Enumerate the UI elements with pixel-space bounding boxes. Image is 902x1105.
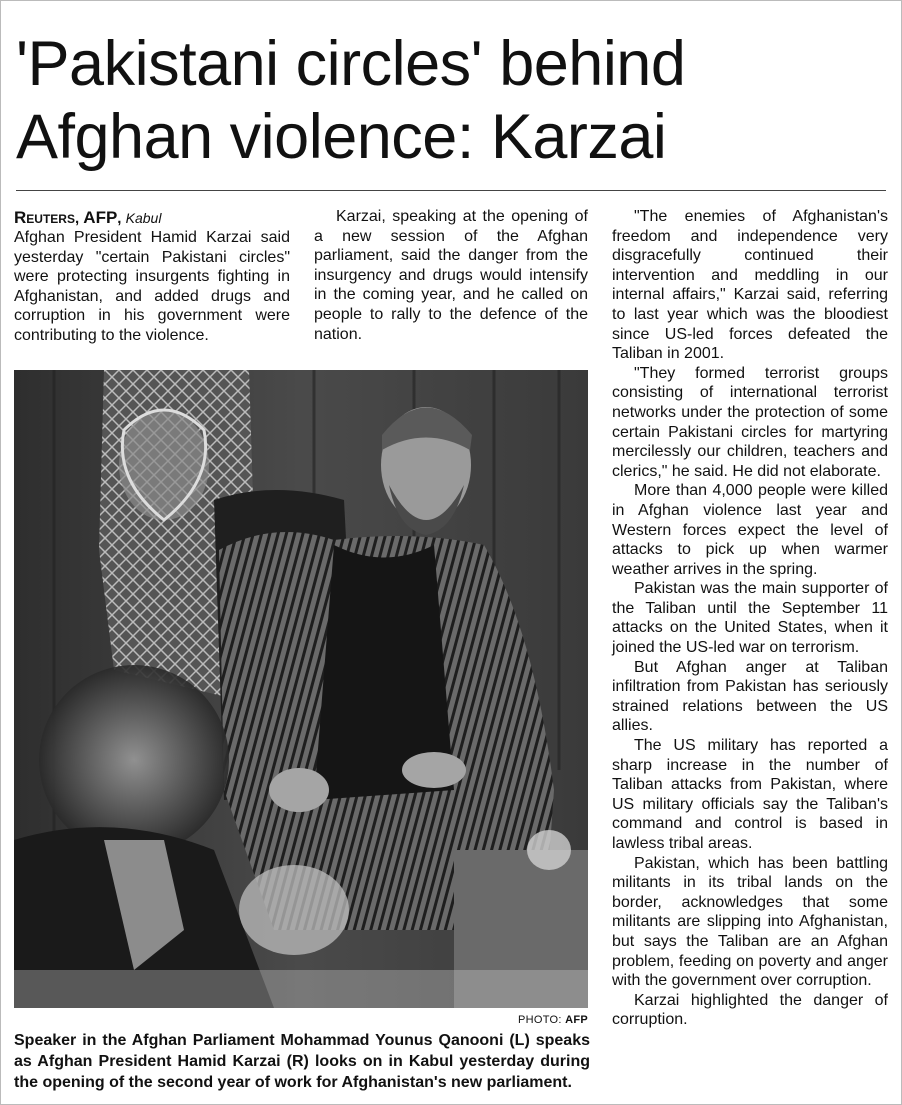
headline-rule (16, 190, 886, 191)
byline-agency-2: AFP (83, 208, 118, 227)
photo-credit-label: PHOTO: (517, 1014, 562, 1026)
body-paragraph-10: Karzai highlighted the danger of corruption. (612, 991, 888, 1029)
body-paragraph-5: More than 4,000 people were killed in Afghan violence last year and Western forces expect the level of attacks to pick up when warmer weather arrives in the spring. (612, 482, 888, 578)
headline: 'Pakistani circles' behind Afghan violence: Karzai (16, 29, 686, 172)
body-paragraph-8: The US military has reported a sharp increase in the number of Taliban attacks from Pakistan, where US military officials say the Taliban's command and control is based in lawless tribal areas. (612, 737, 888, 852)
body-paragraph-7: But Afghan anger at Taliban infiltration from Pakistan has seriously strained relations between the US allies. (612, 658, 888, 735)
byline-agency-1: Reuters (14, 208, 75, 227)
byline: Reuters, AFP, Kabul (14, 208, 162, 227)
column-1 (14, 228, 290, 346)
body-paragraph-2: Karzai, speaking at the opening of a new session of the Afghan parliament, said the danger from the insurgency and drugs would intensify in the coming year, and he called on people to rally to the defence of the nation. (314, 208, 588, 343)
news-photo (14, 370, 588, 1008)
column-2 (314, 207, 588, 344)
photo-credit (14, 1014, 588, 1026)
photo-credit-source: AFP (565, 1014, 588, 1026)
column-3 (612, 207, 888, 1030)
body-paragraph-4: "They formed terrorist groups consisting of international terrorist networks under the protection of some certain Pakistani circles for martyring mercilessly our children, teachers and clerics," he said. He did not elaborate. (612, 364, 888, 480)
photo-illustration (14, 370, 588, 1008)
photo-caption: Speaker in the Afghan Parliament Mohammad Younus Qanooni (L) speaks as Afghan President Hamid Karzai (R) looks on in Kabul yesterday during the opening of the second year of work for Afghanistan's new parliament. (14, 1032, 590, 1091)
body-paragraph-9: Pakistan, which has been battling militants in its tribal lands on the border, acknowledges that some militants are slipping into Afghanistan, but says the Taliban are an Afghan problem, feeding on poverty and anger with the government over corruption. (612, 854, 888, 990)
body-paragraph-1: Afghan President Hamid Karzai said yesterday "certain Pakistani circles" were protecting insurgents fighting in Afghanistan, and added drugs and corruption in his government were contributing to the violence. (14, 229, 290, 344)
body-paragraph-6: Pakistan was the main supporter of the Taliban until the September 11 attacks on the United States, when it joined the US-led war on terrorism. (612, 580, 888, 657)
body-paragraph-3: "The enemies of Afghanistan's freedom and independence very disgracefully continued their intervention and meddling in our internal affairs," Karzai said, referring to last year which was the bloodiest since US-led forces defeated the Taliban in 2001. (612, 208, 888, 363)
byline-location: Kabul (125, 210, 162, 226)
